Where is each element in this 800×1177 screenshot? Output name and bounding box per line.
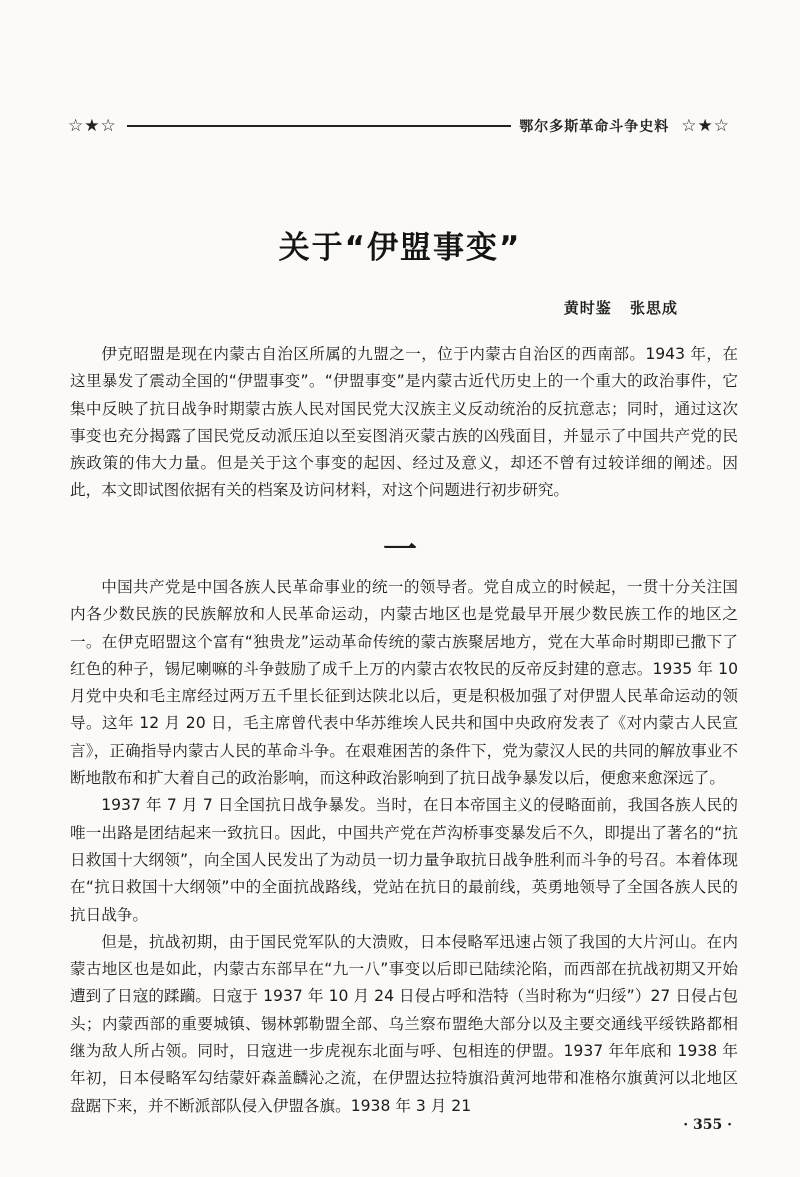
paragraph-1: 中国共产党是中国各族人民革命事业的统一的领导者。党自成立的时候起，一贯十分关注国内各少数民族的民族解放和人民革命运动，内蒙古地区也是党最早开展少数民族工作的地区之一。在伊克昭盟这个富有“独贵龙”运动革命传统的蒙古族聚居地方，党在大革命时期即已撒下了红色的种子，锡尼喇嘛的斗争鼓励了成千上万的内蒙古农牧民的反帝反封建的意志。1935 年 10 月党中央和毛主席经过两万五千里长征到达陕北以后，更是积极加强了对伊盟人民革命运动的领导。这年 12 月 20 日，毛主席曾代表中华苏维埃人民共和国中央政府发表了《对内蒙古人民宣言》，正确指导内蒙古人民的革命斗争。在艰难困苦的条件下，党为蒙汉人民的共同的解放事业不断地散布和扩大着自己的政治影响，而这种政治影响到了抗日战争暴发以后，便愈来愈深远了。 xyxy=(70,578,738,788)
series-title: 鄂尔多斯革命斗争史料 xyxy=(519,119,670,135)
article-authors: 黄时鉴 张思成 xyxy=(563,299,678,317)
paragraph-3: 但是，抗战初期，由于国民党军队的大溃败，日本侵略军迅速占领了我国的大片河山。在内蒙古地区也是如此，内蒙古东部早在“九一八”事变以后即已陆续沦陷，而西部在抗战初期又开始遭到了日寇的蹂躏。日寇于 1937 年 10 月 24 日侵占呼和浩特（当时称为“归绥”）27 日侵占包头；内蒙西部的重要城镇、锡林郭勒盟全部、乌兰察布盟绝大部分以及主要交通线平绥铁路都相继为敌人所占领。同时，日寇进一步虎视东北面与呼、包相连的伊盟。1937 年年底和 1938 年年初，日本侵略军勾结蒙奸森盖麟沁之流，在伊盟达拉特旗沿黄河地带和准格尔旗黄河以北地区盘踞下来，并不断派部队侵入伊盟各旗。1938 年 3 月 21 xyxy=(70,932,738,1115)
introduction xyxy=(70,341,738,505)
right-star-ornament: ☆★☆ xyxy=(681,116,730,136)
article-title: 关于“伊盟事变” xyxy=(278,230,522,266)
left-star-ornament: ☆★☆ xyxy=(68,116,117,136)
intro-paragraph: 伊克昭盟是现在内蒙古自治区所属的九盟之一，位于内蒙古自治区的西南部。1943 年，在这里暴发了震动全国的“伊盟事变”。“伊盟事变”是内蒙古近代历史上的一个重大的政治事件，它集中反映了抗日战争时期蒙古族人民对国民党大汉族主义反动统治的反抗意志；同时，通过这次事变也充分揭露了国民党反动派压迫以至妄图消灭蒙古族的凶残面目，并显示了中国共产党的民族政策的伟大力量。但是关于这个事变的起因、经过及意义，却还不曾有过较详细的阐述。因此，本文即试图依据有关的档案及访问材料，对这个问题进行初步研究。 xyxy=(70,345,738,500)
header-rule xyxy=(127,125,512,127)
main-text xyxy=(70,574,738,1120)
section-number: 一 xyxy=(383,530,417,570)
paragraph-2: 1937 年 7 月 7 日全国抗日战争暴发。当时，在日本帝国主义的侵略面前，我国各族人民的唯一出路是团结起来一致抗日。因此，中国共产党在芦沟桥事变暴发后不久，即提出了著名的“抗日救国十大纲领”，向全国人民发出了为动员一切力量争取抗日战争胜利而斗争的号召。本着体现在“抗日救国十大纲领”中的全面抗战路线，党站在抗日的最前线，英勇地领导了全国各族人民的抗日战争。 xyxy=(70,796,738,924)
running-header xyxy=(68,112,730,140)
page-number: · 355 · xyxy=(683,1117,732,1133)
